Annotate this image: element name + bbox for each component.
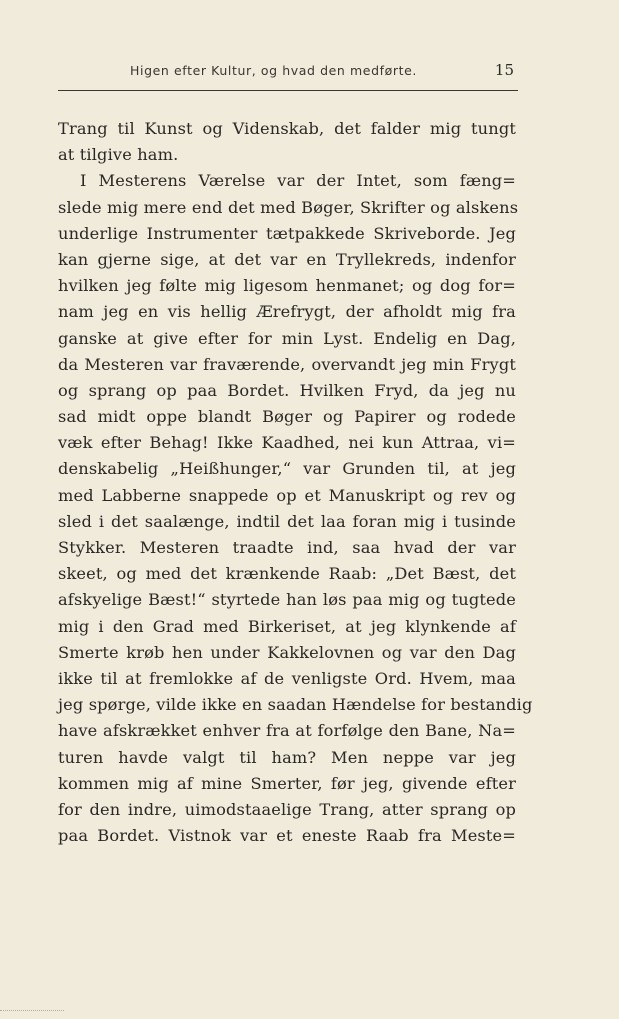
text-line: afskyelige Bæst!“ styrtede han løs paa mig og tugtede — [58, 590, 516, 610]
text-line: med Labberne snappede op et Manuskript og rev og — [58, 485, 516, 505]
text-line: ikke til at fremlokke af de venligste Ord. Hvem, maa — [58, 668, 516, 688]
text-line: hvilken jeg følte mig ligesom henmanet; og dog for= — [58, 276, 516, 296]
text-line: kommen mig af mine Smerter, før jeg, givende efter — [58, 773, 516, 793]
text-line: væk efter Behag! Ikke Kaadhed, nei kun Attraa, vi= — [58, 433, 516, 453]
text-line: slede mig mere end det med Bøger, Skrifter og alskens — [58, 197, 519, 217]
page-number: 15 — [494, 61, 514, 79]
text-line: paa Bordet. Vistnok var et eneste Raab fra Meste= — [58, 826, 516, 846]
text-line: Smerte krøb hen under Kakkelovnen og var den Dag — [58, 642, 516, 662]
text-line: at tilgive ham. — [58, 145, 179, 165]
running-head — [58, 63, 518, 83]
text-line: og sprang op paa Bordet. Hvilken Fryd, da jeg nu — [58, 380, 516, 400]
text-line: kan gjerne sige, at det var en Tryllekreds, indenfor — [58, 249, 516, 269]
text-line: Trang til Kunst og Videnskab, det falder mig tungt — [58, 119, 516, 138]
text-line: mig i den Grad med Birkeriset, at jeg klynkende af — [58, 616, 516, 636]
text-line: have afskrækket enhver fra at forfølge den Bane, Na= — [58, 721, 516, 741]
text-line: underlige Instrumenter tætpakkede Skriveborde. Jeg — [58, 223, 516, 243]
text-line: nam jeg en vis hellig Ærefrygt, der afholdt mig fra — [58, 302, 516, 322]
text-line: jeg spørge, vilde ikke en saadan Hændelse for bestandig — [58, 695, 533, 715]
header-rule — [58, 90, 518, 91]
text-line: Stykker. Mesteren traadte ind, saa hvad der var — [58, 538, 516, 557]
text-line: da Mesteren var fraværende, overvandt jeg min Frygt — [58, 354, 516, 374]
body-text — [58, 116, 533, 849]
text-line: for den indre, uimodstaaelige Trang, atter sprang op — [58, 799, 516, 819]
text-line: denskabelig „Heißhunger,“ var Grunden til, at jeg — [58, 459, 516, 479]
page-corner-mark — [0, 1010, 64, 1019]
text-line: ganske at give efter for min Lyst. Endelig en Dag, — [58, 328, 516, 348]
text-line: sled i det saalænge, indtil det laa foran mig i tusinde — [58, 511, 516, 531]
text-line: skeet, og med det krænkende Raab: „Det Bæst, det — [58, 564, 516, 584]
text-line: sad midt oppe blandt Bøger og Papirer og rodede — [58, 407, 516, 427]
text-line: turen havde valgt til ham? Men neppe var jeg — [58, 747, 516, 767]
text-line: I Mesterens Værelse var der Intet, som fæng= — [80, 171, 516, 191]
running-title: Higen efter Kultur, og hvad den medførte. — [130, 63, 417, 78]
